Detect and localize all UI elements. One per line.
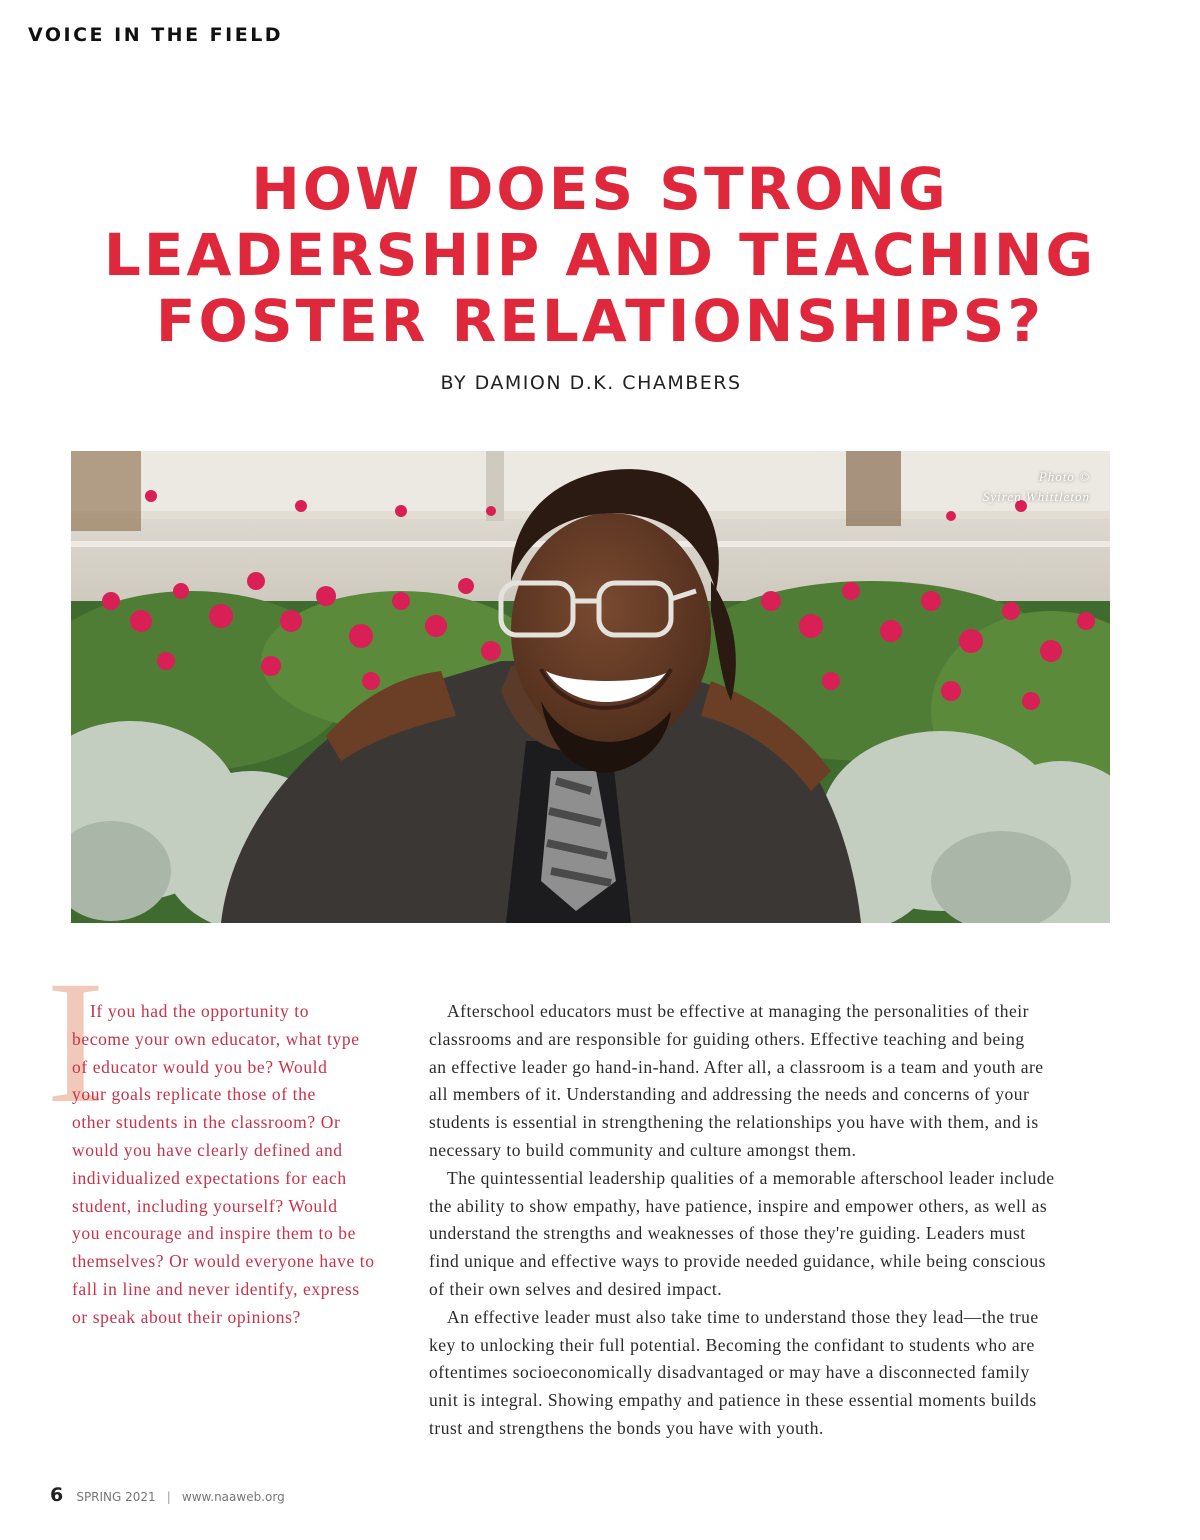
page-footer	[50, 1484, 285, 1506]
intro-line: you encourage and inspire them to be	[72, 1223, 357, 1244]
title-line: FOSTER RELATIONSHIPS?	[155, 287, 1045, 355]
body-line: the ability to show empathy, have patience, inspire and empower others, as well as	[429, 1195, 1048, 1216]
photo-credit-line: Photo ©	[1038, 469, 1090, 484]
drop-cap: I	[46, 945, 105, 1140]
intro-line: other students in the classroom? Or	[72, 1112, 341, 1133]
body-line: necessary to build community and culture amongst them.	[429, 1139, 857, 1160]
body-line: understand the strengths and weaknesses of those they're guiding. Leaders must	[429, 1223, 1026, 1244]
body-column	[429, 998, 1119, 1443]
issue-label: SPRING 2021	[76, 1490, 156, 1504]
body-line: of their own selves and desired impact.	[429, 1278, 723, 1299]
photo-credit-line: Syiren Whittleton	[982, 489, 1090, 504]
body-line: unit is integral. Showing empathy and patience in these essential moments builds	[429, 1390, 1037, 1411]
body-line: an effective leader go hand-in-hand. After all, a classroom is a team and youth are	[429, 1056, 1044, 1077]
intro-line: your goals replicate those of the	[72, 1084, 316, 1105]
body-line: oftentimes socioeconomically disadvantaged or may have a disconnected family	[429, 1362, 1030, 1383]
intro-line: or speak about their opinions?	[72, 1306, 301, 1327]
article-photo	[71, 451, 1110, 923]
article-title	[60, 156, 1140, 354]
intro-line: fall in line and never identify, express	[72, 1278, 360, 1299]
intro-line: individualized expectations for each	[72, 1167, 347, 1188]
body-line: Afterschool educators must be effective at managing the personalities of their	[447, 1001, 1029, 1021]
footer-separator: |	[166, 1490, 171, 1504]
intro-line: become your own educator, what type	[72, 1028, 360, 1049]
intro-line: student, including yourself? Would	[72, 1195, 338, 1216]
portrait-illustration	[71, 451, 1110, 923]
byline: BY DAMION D.K. CHAMBERS	[440, 372, 742, 394]
intro-line: If you had the opportunity to	[90, 1001, 310, 1021]
body-line: classrooms and are responsible for guiding others. Effective teaching and being	[429, 1028, 1025, 1049]
title-line: LEADERSHIP AND TEACHING	[103, 221, 1097, 289]
website-link[interactable]: www.naaweb.org	[181, 1490, 285, 1504]
body-line: The quintessential leadership qualities of a memorable afterschool leader include	[447, 1167, 1055, 1188]
body-line: key to unlocking their full potential. Becoming the confidant to students who are	[429, 1334, 1035, 1355]
intro-column	[72, 998, 402, 1332]
body-line: An effective leader must also take time to understand those they lead—the true	[447, 1306, 1039, 1327]
section-label: VOICE IN THE FIELD	[28, 24, 284, 46]
title-line: HOW DOES STRONG	[251, 155, 949, 223]
intro-line: of educator would you be? Would	[72, 1056, 328, 1077]
photo-credit	[983, 467, 1090, 507]
body-line: trust and strengthens the bonds you have with youth.	[429, 1417, 824, 1438]
intro-line: themselves? Or would everyone have to	[72, 1251, 375, 1272]
body-line: all members of it. Understanding and addressing the needs and concerns of your	[429, 1084, 1030, 1105]
page-number: 6	[50, 1484, 64, 1506]
body-line: find unique and effective ways to provide needed guidance, while being conscious	[429, 1251, 1046, 1272]
intro-line: would you have clearly defined and	[72, 1139, 343, 1160]
body-line: students is essential in strengthening the relationships you have with them, and is	[429, 1112, 1039, 1133]
